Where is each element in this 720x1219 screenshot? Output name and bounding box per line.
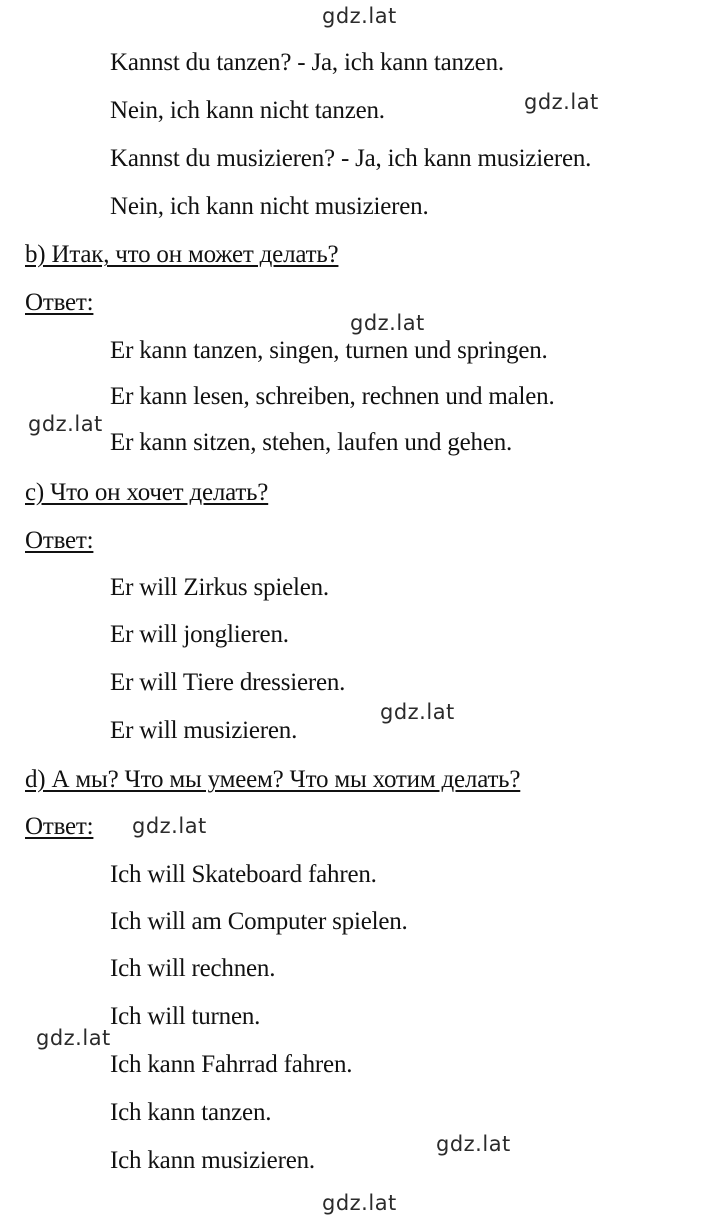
answer-line: Kannst du tanzen? - Ja, ich kann tanzen. bbox=[110, 49, 504, 76]
answer-line: Er will jonglieren. bbox=[110, 621, 289, 648]
watermark: gdz.lat bbox=[28, 412, 103, 436]
answer-line: Nein, ich kann nicht musizieren. bbox=[110, 193, 429, 220]
watermark: gdz.lat bbox=[132, 814, 207, 838]
watermark: gdz.lat bbox=[380, 700, 455, 724]
question-c: c) Что он хочет делать? bbox=[25, 479, 269, 506]
answer-line: Nein, ich kann nicht tanzen. bbox=[110, 97, 385, 124]
answer-label: Ответ: bbox=[25, 813, 94, 840]
question-b: b) Итак, что он может делать? bbox=[25, 241, 339, 268]
answer-line: Ich kann musizieren. bbox=[110, 1147, 315, 1174]
watermark: gdz.lat bbox=[350, 311, 425, 335]
answer-label: Ответ: bbox=[25, 527, 94, 554]
answer-line: Er kann tanzen, singen, turnen und springen. bbox=[110, 337, 548, 364]
watermark: gdz.lat bbox=[524, 90, 599, 114]
answer-line: Er will Tiere dressieren. bbox=[110, 669, 346, 696]
answer-line: Ich kann Fahrrad fahren. bbox=[110, 1051, 353, 1078]
answer-line: Ich will am Computer spielen. bbox=[110, 908, 408, 935]
answer-line: Kannst du musizieren? - Ja, ich kann musizieren. bbox=[110, 145, 592, 172]
answer-line: Er will musizieren. bbox=[110, 717, 298, 744]
answer-line: Er kann lesen, schreiben, rechnen und malen. bbox=[110, 383, 555, 410]
watermark: gdz.lat bbox=[322, 1191, 397, 1215]
answer-line: Ich will Skateboard fahren. bbox=[110, 861, 377, 888]
watermark: gdz.lat bbox=[436, 1132, 511, 1156]
answer-label: Ответ: bbox=[25, 289, 94, 316]
watermark: gdz.lat bbox=[36, 1026, 111, 1050]
answer-line: Er kann sitzen, stehen, laufen und gehen. bbox=[110, 429, 513, 456]
answer-line: Ich will turnen. bbox=[110, 1003, 261, 1030]
watermark: gdz.lat bbox=[322, 4, 397, 28]
answer-line: Ich kann tanzen. bbox=[110, 1099, 272, 1126]
answer-line: Er will Zirkus spielen. bbox=[110, 574, 329, 601]
answer-line: Ich will rechnen. bbox=[110, 955, 276, 982]
question-d: d) А мы? Что мы умеем? Что мы хотим делать? bbox=[25, 766, 521, 793]
